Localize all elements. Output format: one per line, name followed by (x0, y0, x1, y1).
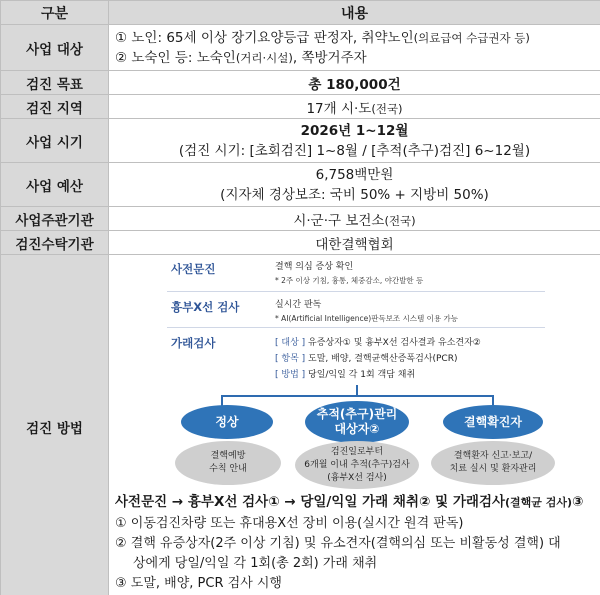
action-normal: 결핵예방 수칙 안내 (175, 441, 281, 485)
value-contractor: 대한결핵협회 (109, 231, 600, 255)
outcome-followup: 추적(추구)관리 대상자② (305, 401, 409, 443)
budget-line-1: 6,758백만원 (315, 166, 394, 183)
step-prescreening-body: 결핵 의심 증상 확인 * 2주 이상 기침, 흉통, 체중감소, 야간발한 등 (275, 262, 424, 285)
label-contractor: 검진수탁기관 (1, 231, 109, 255)
value-goal: 총 180,000건 (109, 71, 600, 95)
row-goal (1, 71, 600, 95)
row-period (1, 119, 600, 163)
step-prescreening (167, 259, 547, 291)
row-region (1, 95, 600, 119)
label-target: 사업 대상 (1, 25, 109, 71)
method-flow-diagram (109, 255, 599, 485)
target-line-2: ② 노숙인 등: 노숙인(거리·시설), 쪽방거주자 (115, 49, 367, 66)
action-followup: 검진일로부터 6개월 이내 추적(추구)검사 (흉부X선 검사) (295, 441, 419, 489)
row-contractor (1, 231, 600, 255)
label-region: 검진 지역 (1, 95, 109, 119)
label-goal: 검진 목표 (1, 71, 109, 95)
period-line-1: 2026년 1~12월 (300, 122, 409, 139)
method-note: 상에게 당일/익일 각 1회(총 2회) 가래 채취 (133, 556, 378, 571)
label-method: 검진 방법 (1, 255, 109, 595)
row-method (1, 255, 600, 595)
method-summary-title: 사전문진 → 흉부X선 검사① → 당일/익일 가래 채취② 및 가래검사(결핵균 검사)③ (115, 494, 584, 510)
method-note: ② 결핵 유증상자(2주 이상 기침) 및 유소견자(결핵의심 또는 비활동성 결핵) 대 (115, 536, 561, 551)
row-org (1, 207, 600, 231)
label-period: 사업 시기 (1, 119, 109, 163)
period-line-2: (검진 시기: [초회검진] 1~8월 / [추적(추구)검진] 6~12월) (178, 142, 531, 159)
value-target (109, 25, 600, 71)
step-divider (167, 327, 545, 328)
branch-connector (356, 385, 358, 397)
value-method (109, 255, 600, 595)
table-header-row (1, 1, 600, 25)
method-summary (109, 485, 600, 595)
header-category: 구분 (1, 1, 109, 25)
step-sputum-body: [ 대상 ] 유증상자① 및 흉부X선 검사결과 유소견자② [ 항목 ] 도말, 배양, 결핵균핵산증폭검사(PCR) [ 방법 ] 당일/익일 각 1회 객담 채취 (275, 338, 481, 380)
action-confirmed: 결핵환자 신고·보고/ 치료 실시 및 환자관리 (431, 441, 555, 485)
method-notes (115, 514, 596, 594)
outcome-normal: 정상 (181, 405, 273, 439)
method-note: ③ 도말, 배양, PCR 검사 시행 (115, 576, 282, 591)
step-sputum-title: 가래검사 (171, 336, 216, 350)
step-xray-title: 흉부X선 검사 (171, 300, 240, 314)
row-budget (1, 163, 600, 207)
value-org: 시·군·구 보건소(전국) (109, 207, 600, 231)
row-target (1, 25, 600, 71)
value-region: 17개 시·도(전국) (109, 95, 600, 119)
step-xray-body: 실시간 판독 * AI(Artificial Intelligence)판독보조 시스템 이용 가능 (275, 300, 459, 323)
step-xray (167, 293, 547, 327)
budget-line-2: (지자체 경상보조: 국비 50% + 지방비 50%) (220, 186, 489, 203)
label-budget: 사업 예산 (1, 163, 109, 207)
step-divider (167, 291, 545, 292)
header-content: 내용 (109, 1, 600, 25)
target-line-1: ① 노인: 65세 이상 장기요양등급 판정자, 취약노인(의료급여 수급권자 등) (115, 29, 530, 46)
label-org: 사업주관기관 (1, 207, 109, 231)
step-prescreening-title: 사전문진 (171, 262, 216, 276)
step-sputum (167, 329, 547, 385)
method-note: ① 이동검진차량 또는 휴대용X선 장비 이용(실시간 원격 판독) (115, 516, 464, 531)
outcome-confirmed: 결핵확진자 (443, 405, 543, 439)
value-period (109, 119, 600, 163)
value-budget (109, 163, 600, 207)
